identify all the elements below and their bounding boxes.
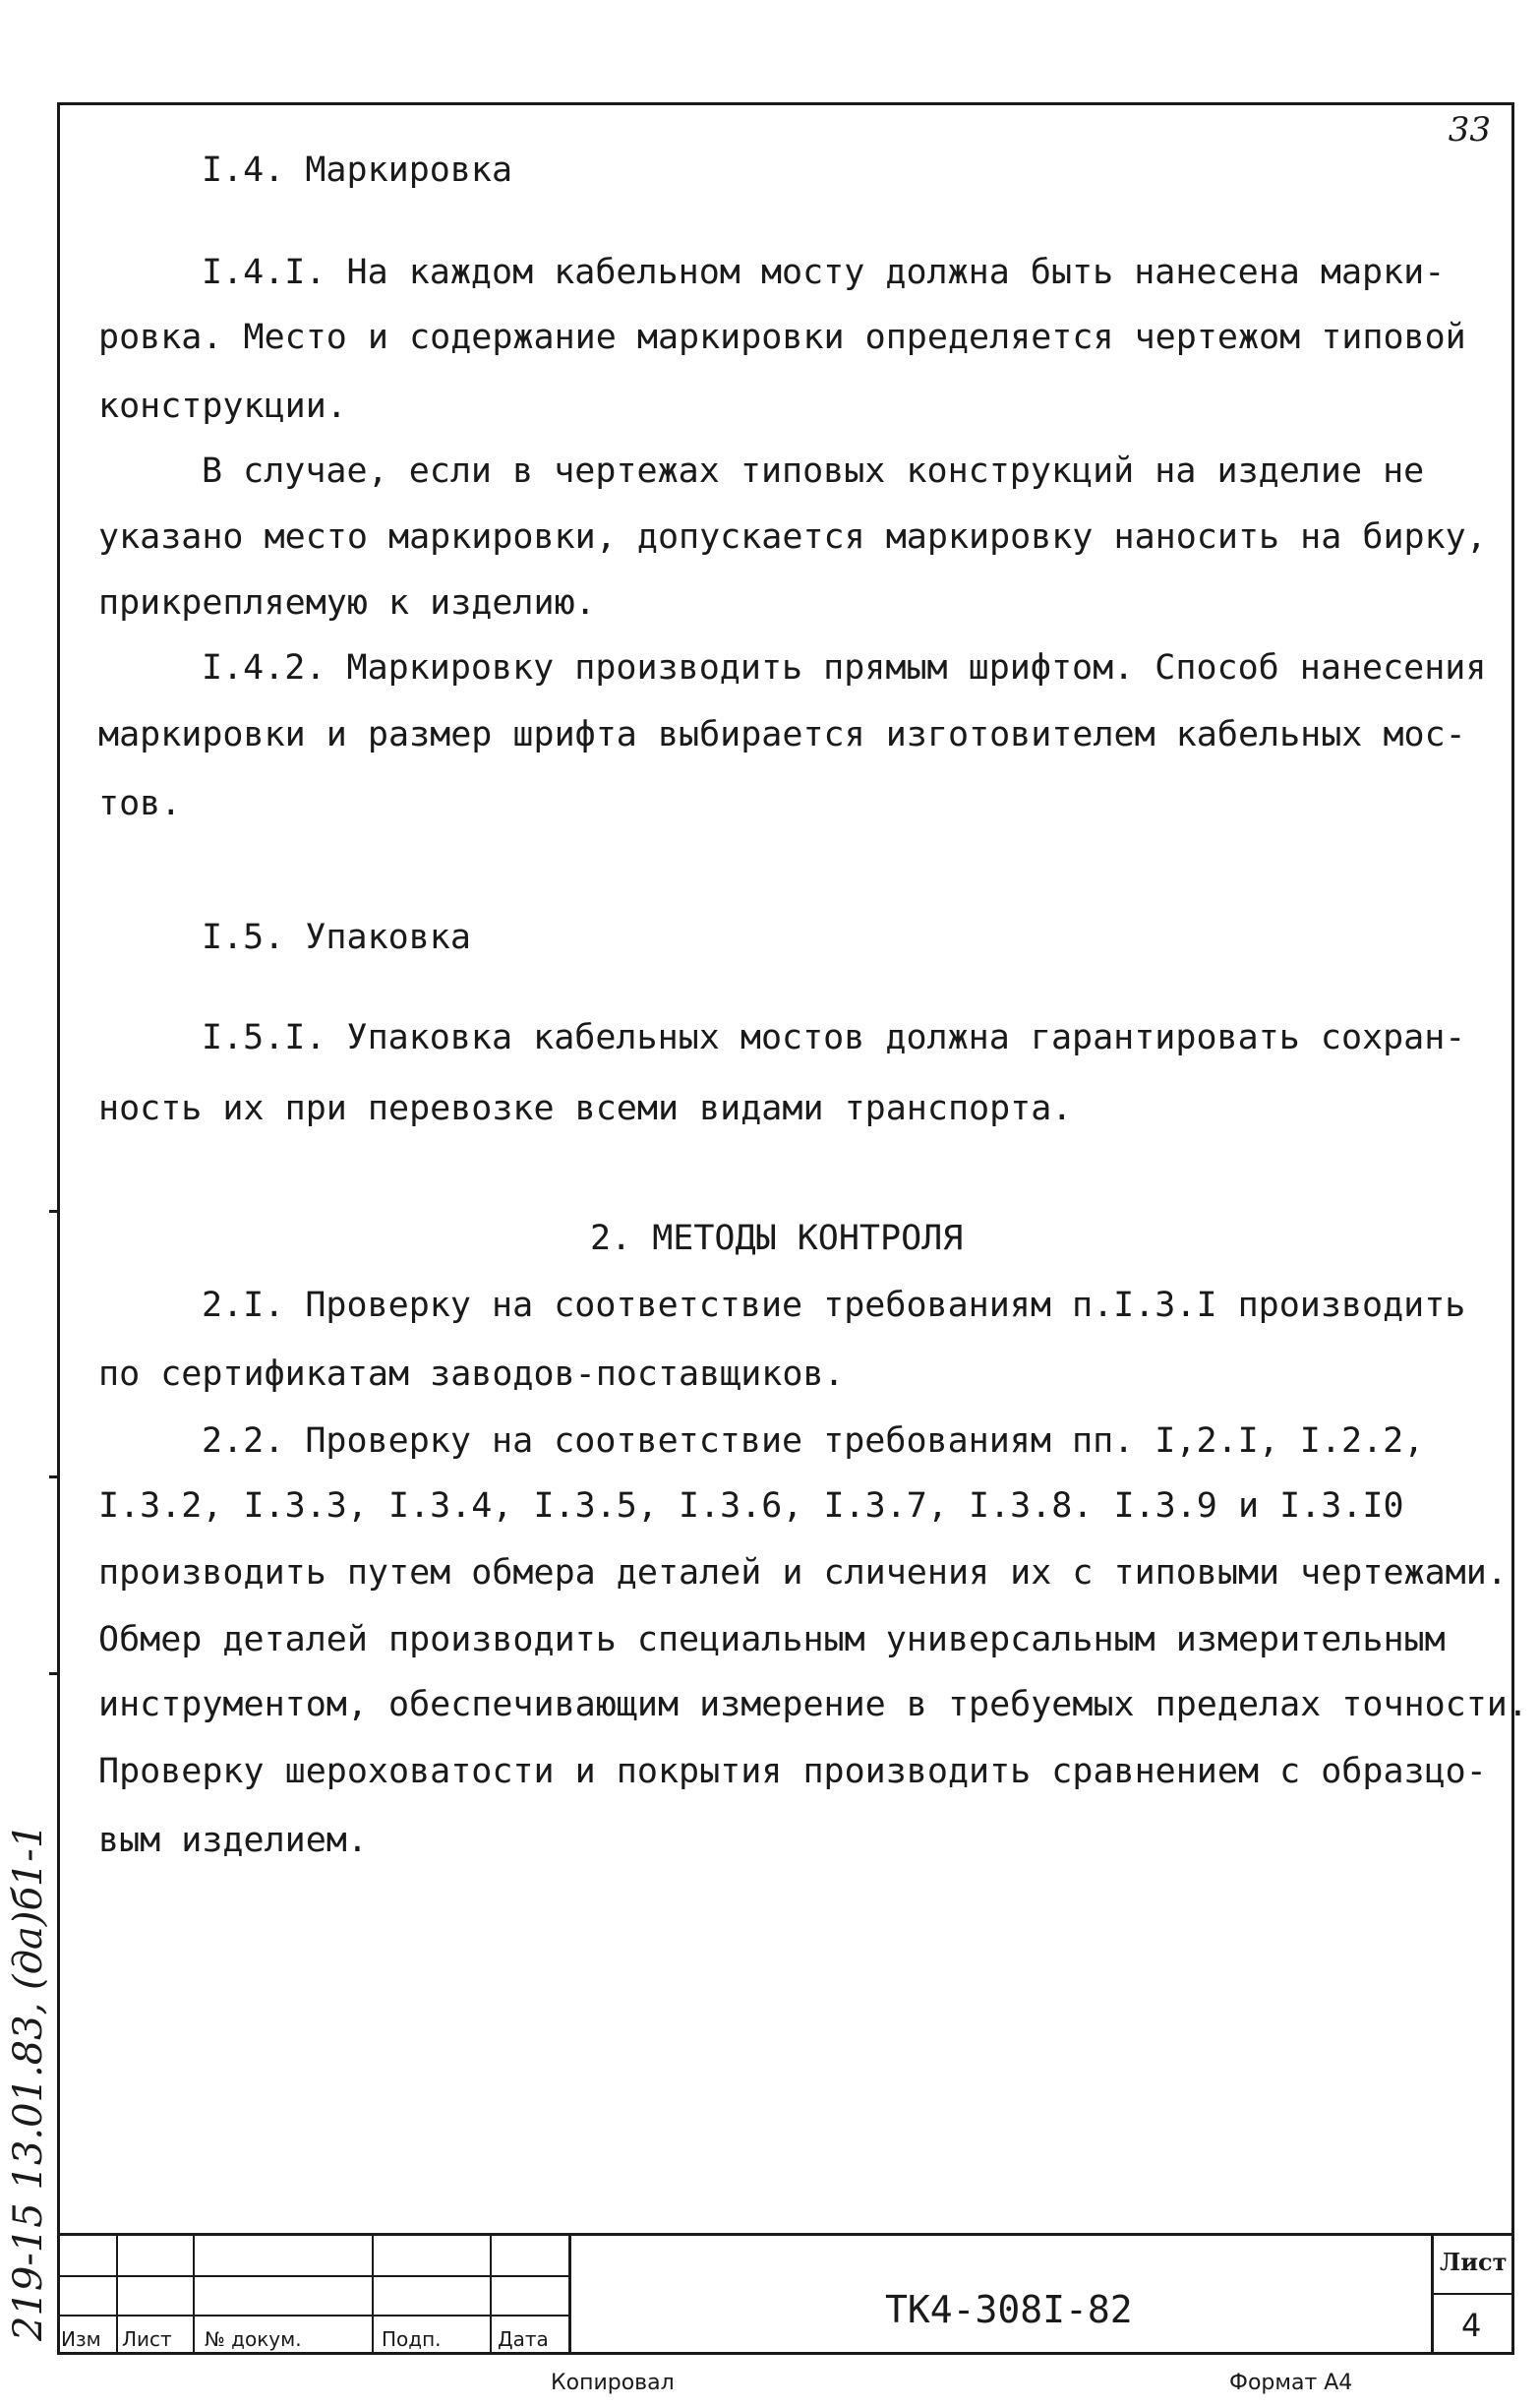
- text-line: указано место маркировки, допускается маркировку наносить на бирку,: [98, 517, 1487, 557]
- margin-note: 219-15 13.01.83, (да)б1-1: [6, 1823, 51, 2341]
- sheet-number: 4: [1461, 2307, 1482, 2344]
- document-code: ТК4-308I-82: [885, 2288, 1133, 2331]
- text-line: 2.2. Проверку на соответствие требованиям пп. I,2.I, I.2.2,: [202, 1421, 1425, 1461]
- text-line: вым изделием.: [98, 1821, 368, 1860]
- text-line: I.4.2. Маркировку производить прямым шрифтом. Способ нанесения: [202, 648, 1487, 688]
- text-line: Обмер деталей производить специальным универсальным измерительным: [98, 1620, 1446, 1659]
- text-line: I.3.2, I.3.3, I.3.4, I.3.5, I.3.6, I.3.7, I.3.8. I.3.9 и I.3.I0: [98, 1486, 1404, 1526]
- col-doc-no: № докум.: [205, 2327, 302, 2351]
- footer-format: Формат А4: [1229, 2371, 1353, 2395]
- text-line: по сертификатам заводов-поставщиков.: [98, 1354, 845, 1394]
- footer-copied: Копировал: [551, 2371, 675, 2395]
- text-line: I.4. Маркировка: [202, 150, 513, 190]
- text-line: I.5.I. Упаковка кабельных мостов должна гарантировать сохран-: [202, 1018, 1466, 1057]
- binding-tick: [49, 1672, 59, 1675]
- col-list: Лист: [122, 2327, 172, 2351]
- col-signature: Подп.: [382, 2327, 442, 2351]
- text-line: 2. МЕТОДЫ КОНТРОЛЯ: [590, 1219, 964, 1258]
- page-number: 33: [1448, 110, 1491, 150]
- text-line: 2.I. Проверку на соответствие требованиям п.I.3.I производить: [202, 1286, 1466, 1325]
- text-line: тов.: [98, 784, 182, 823]
- binding-tick: [49, 1475, 59, 1478]
- col-date: Дата: [498, 2327, 549, 2351]
- text-line: ровка. Место и содержание маркировки определяется чертежом типовой: [98, 318, 1466, 357]
- text-line: прикрепляемую к изделию.: [98, 583, 596, 623]
- text-line: маркировки и размер шрифта выбирается изготовителем кабельных мос-: [98, 715, 1466, 754]
- title-block: [57, 2233, 1514, 2355]
- sheet-box: [1431, 2236, 1514, 2355]
- col-izm: Изм: [61, 2327, 101, 2351]
- text-line: инструментом, обеспечивающим измерение в требуемых пределах точности.: [98, 1685, 1528, 1724]
- text-line: В случае, если в чертежах типовых конструкций на изделие не: [202, 451, 1425, 491]
- text-line: I.5. Упаковка: [202, 918, 471, 957]
- text-line: ность их при перевозке всеми видами транспорта.: [98, 1089, 1073, 1128]
- binding-tick: [49, 1210, 59, 1213]
- sheet-label: Лист: [1440, 2248, 1508, 2276]
- text-line: Проверку шероховатости и покрытия производить сравнением с образцо-: [98, 1752, 1487, 1791]
- text-line: I.4.I. На каждом кабельном мосту должна быть нанесена марки-: [202, 253, 1446, 292]
- text-line: конструкции.: [98, 387, 347, 426]
- text-line: производить путем обмера деталей и сличения их с типовыми чертежами.: [98, 1553, 1508, 1593]
- revision-table: [57, 2236, 571, 2355]
